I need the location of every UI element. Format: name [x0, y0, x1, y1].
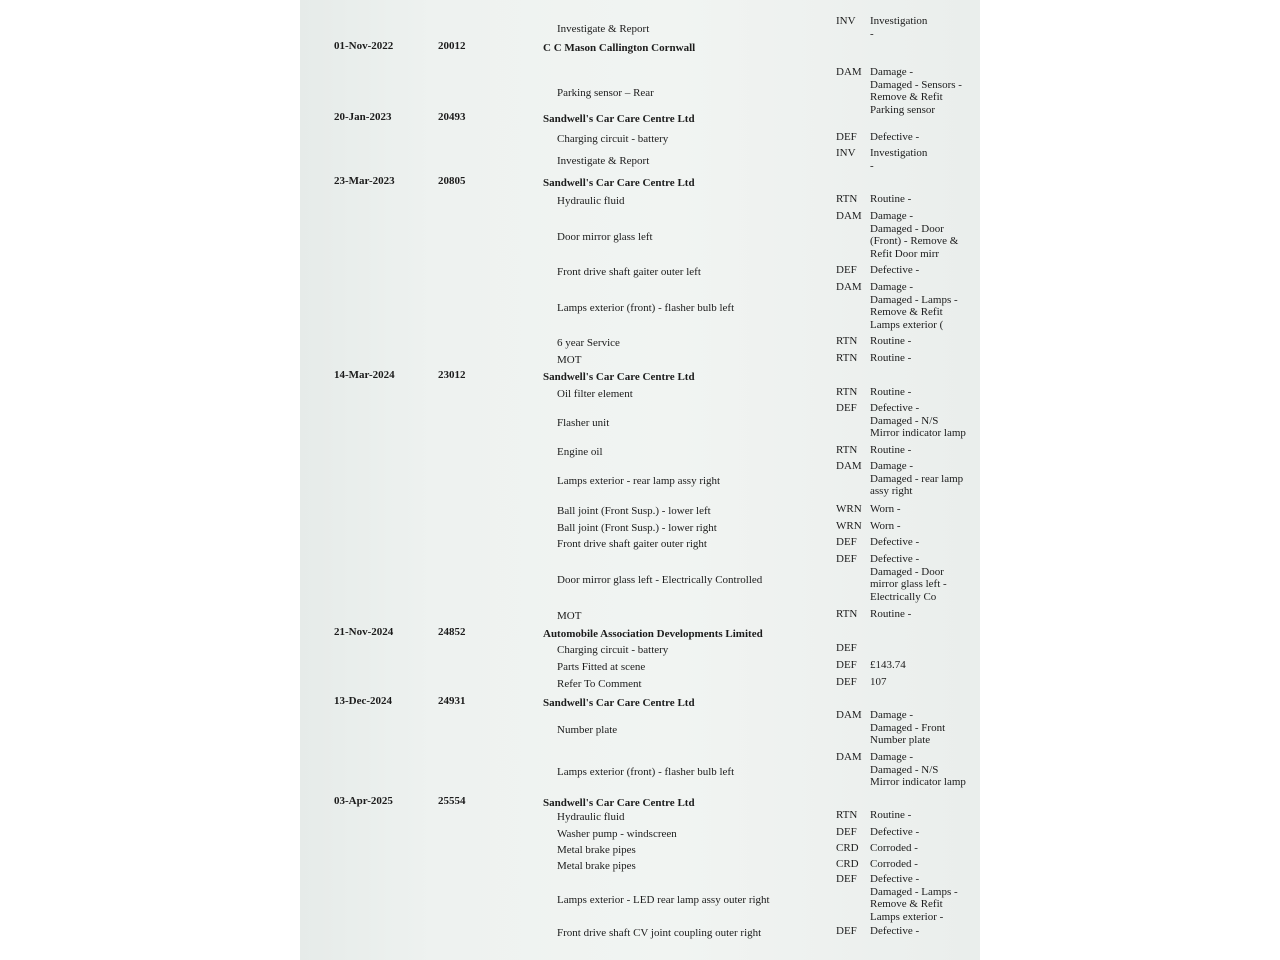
- work-description: Defective -: [870, 826, 920, 838]
- work-item: Ball joint (Front Susp.) - lower right: [557, 522, 717, 534]
- work-item: MOT: [557, 610, 582, 622]
- work-code: WRN: [836, 520, 862, 532]
- work-item: Parking sensor – Rear: [557, 87, 654, 99]
- work-description: Defective - Damaged - Door mirror glass left - Electrically Co: [870, 553, 947, 603]
- work-description: Routine -: [870, 608, 912, 620]
- work-item: Front drive shaft gaiter outer right: [557, 538, 707, 550]
- work-description: Defective -: [870, 264, 920, 276]
- work-code: CRD: [836, 858, 859, 870]
- work-item: Lamps exterior - rear lamp assy right: [557, 475, 721, 487]
- work-description: 107: [870, 676, 887, 688]
- service-history-page: [300, 0, 980, 960]
- work-code: DEF: [836, 826, 857, 838]
- service-date: 20-Jan-2023: [334, 111, 392, 123]
- work-code: RTN: [836, 608, 858, 620]
- work-code: DAM: [836, 210, 862, 222]
- work-item: Number plate: [557, 724, 618, 736]
- work-description: Defective -: [870, 131, 920, 143]
- work-item: Door mirror glass left: [557, 231, 653, 243]
- work-code: WRN: [836, 503, 862, 515]
- work-code: DEF: [836, 925, 857, 937]
- work-description: Worn -: [870, 520, 901, 532]
- work-item: Engine oil: [557, 446, 603, 458]
- work-code: DEF: [836, 553, 857, 565]
- work-code: DEF: [836, 659, 857, 671]
- work-code: DAM: [836, 281, 862, 293]
- work-description: Worn -: [870, 503, 901, 515]
- work-item: Refer To Comment: [557, 678, 642, 690]
- job-reference: 20012: [438, 40, 466, 52]
- work-code: DEF: [836, 264, 857, 276]
- work-code: RTN: [836, 444, 858, 456]
- work-code: DEF: [836, 131, 857, 143]
- work-code: DEF: [836, 676, 857, 688]
- work-description: Routine -: [870, 352, 912, 364]
- work-item: Charging circuit - battery: [557, 644, 669, 656]
- work-description: Damage - Damaged - Sensors - Remove & Refit Parking sensor: [870, 66, 962, 116]
- work-item: Parts Fitted at scene: [557, 661, 646, 673]
- work-description: Routine -: [870, 809, 912, 821]
- work-item: Ball joint (Front Susp.) - lower left: [557, 505, 711, 517]
- work-item: Oil filter element: [557, 388, 633, 400]
- work-description: £143.74: [870, 659, 906, 671]
- work-item: Hydraulic fluid: [557, 811, 625, 823]
- work-code: RTN: [836, 809, 858, 821]
- work-code: DAM: [836, 460, 862, 472]
- work-item: Lamps exterior (front) - flasher bulb left: [557, 302, 735, 314]
- work-code: RTN: [836, 335, 858, 347]
- work-code: DEF: [836, 402, 857, 414]
- work-code: DEF: [836, 536, 857, 548]
- job-reference: 20493: [438, 111, 466, 123]
- service-date: 03-Apr-2025: [334, 795, 393, 807]
- work-code: CRD: [836, 842, 859, 854]
- work-item: Charging circuit - battery: [557, 133, 669, 145]
- garage-name: C C Mason Callington Cornwall: [543, 42, 696, 54]
- work-item: Front drive shaft CV joint coupling outer right: [557, 927, 762, 939]
- work-item: 6 year Service: [557, 337, 620, 349]
- work-item: Metal brake pipes: [557, 860, 636, 872]
- work-description: Defective - Damaged - N/S Mirror indicator lamp: [870, 402, 966, 439]
- garage-name: Sandwell's Car Care Centre Ltd: [543, 371, 695, 383]
- job-reference: 20805: [438, 175, 466, 187]
- work-description: Defective - Damaged - Lamps - Remove & Refit Lamps exterior -: [870, 873, 958, 923]
- work-code: DAM: [836, 751, 862, 763]
- work-code: INV: [836, 147, 856, 159]
- job-reference: 23012: [438, 369, 466, 381]
- work-description: Damage - Damaged - N/S Mirror indicator lamp: [870, 751, 966, 788]
- work-description: Investigation -: [870, 147, 928, 172]
- work-description: Corroded -: [870, 842, 918, 854]
- work-code: DEF: [836, 642, 857, 654]
- work-code: RTN: [836, 352, 858, 364]
- work-description: Damage - Damaged - Door (Front) - Remove & Refit Door mirr: [870, 210, 959, 260]
- job-reference: 24931: [438, 695, 466, 707]
- work-description: Corroded -: [870, 858, 918, 870]
- work-item: Hydraulic fluid: [557, 195, 625, 207]
- garage-name: Sandwell's Car Care Centre Ltd: [543, 113, 695, 125]
- garage-name: Sandwell's Car Care Centre Ltd: [543, 697, 695, 709]
- work-description: Defective -: [870, 536, 920, 548]
- work-item: Metal brake pipes: [557, 844, 636, 856]
- service-date: 01-Nov-2022: [334, 40, 394, 52]
- service-date: 14-Mar-2024: [334, 369, 395, 381]
- service-date: 23-Mar-2023: [334, 175, 395, 187]
- job-reference: 25554: [438, 795, 466, 807]
- work-description: Routine -: [870, 444, 912, 456]
- work-item: Door mirror glass left - Electrically Controlled: [557, 574, 763, 586]
- work-item: Lamps exterior - LED rear lamp assy outer right: [557, 894, 770, 906]
- work-code: RTN: [836, 193, 858, 205]
- work-description: Routine -: [870, 193, 912, 205]
- work-description: Damage - Damaged - rear lamp assy right: [870, 460, 964, 497]
- work-item: Washer pump - windscreen: [557, 828, 677, 840]
- work-description: Defective -: [870, 925, 920, 937]
- work-item: Investigate & Report: [557, 155, 650, 167]
- service-date: 21-Nov-2024: [334, 626, 394, 638]
- garage-name: Automobile Association Developments Limited: [543, 628, 763, 640]
- work-code: DAM: [836, 66, 862, 78]
- work-item: MOT: [557, 354, 582, 366]
- work-item: Front drive shaft gaiter outer left: [557, 266, 701, 278]
- service-date: 13-Dec-2024: [334, 695, 393, 707]
- work-code: DAM: [836, 709, 862, 721]
- work-description: Damage - Damaged - Front Number plate: [870, 709, 946, 746]
- work-description: Routine -: [870, 386, 912, 398]
- work-code: INV: [836, 15, 856, 27]
- work-description: Routine -: [870, 335, 912, 347]
- garage-name: Sandwell's Car Care Centre Ltd: [543, 797, 695, 809]
- work-code: DEF: [836, 873, 857, 885]
- work-code: RTN: [836, 386, 858, 398]
- work-description: Damage - Damaged - Lamps - Remove & Refit Lamps exterior (: [870, 281, 958, 331]
- job-reference: 24852: [438, 626, 466, 638]
- work-item: Investigate & Report: [557, 23, 650, 35]
- work-description: Investigation -: [870, 15, 928, 40]
- work-item: Lamps exterior (front) - flasher bulb left: [557, 766, 735, 778]
- work-item: Flasher unit: [557, 417, 610, 429]
- garage-name: Sandwell's Car Care Centre Ltd: [543, 177, 695, 189]
